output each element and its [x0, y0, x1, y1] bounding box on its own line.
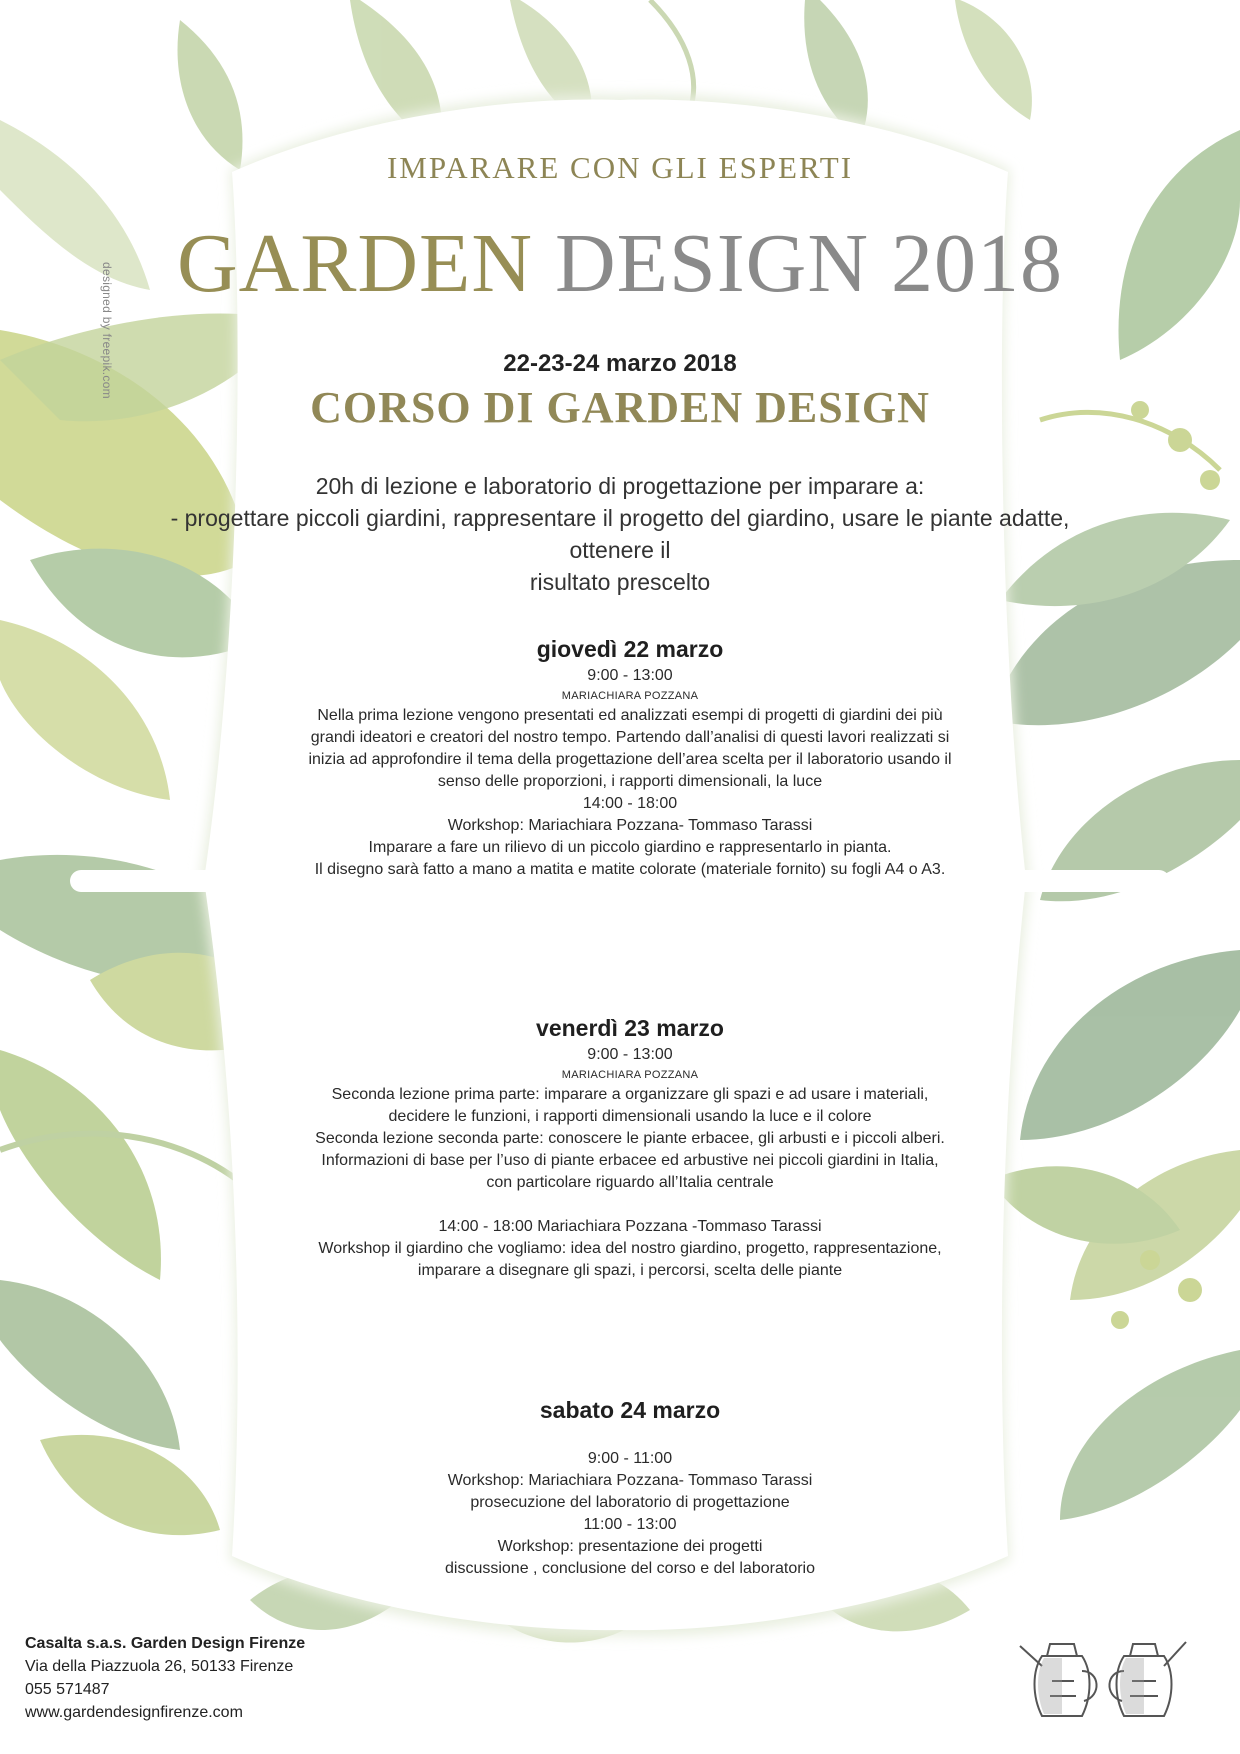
- time-slot: 9:00 - 13:00: [587, 1046, 673, 1063]
- spacer: [280, 1426, 980, 1448]
- description-line: inizia ad approfondire il tema della progettazione dell’area scelta per il laboratorio usando il: [308, 751, 952, 768]
- description-line: Workshop il giardino che vogliamo: idea del nostro giardino, progetto, rappresentazione,: [318, 1240, 942, 1257]
- company-name: Casalta s.a.s. Garden Design Firenze: [25, 1635, 306, 1652]
- description-line: Il disegno sarà fatto a mano a matita e matite colorate (materiale fornito) su fogli A4 o A3.: [314, 861, 946, 878]
- description-line: decidere le funzioni, i rapporti dimensionali usando la luce e il colore: [388, 1108, 872, 1125]
- description-line: Informazioni di base per l’uso di piante erbacee ed arbustive nei piccoli giardini in Italia,: [321, 1152, 939, 1169]
- description-line: Seconda lezione seconda parte: conoscere le piante erbacee, gli arbusti e i piccoli alberi.: [315, 1130, 945, 1147]
- intro-line: 20h di lezione e laboratorio di progettazione per imparare a:: [315, 473, 925, 499]
- contact-block: [25, 1632, 305, 1724]
- website-link[interactable]: www.gardendesignfirenze.com: [25, 1704, 243, 1721]
- description-line: Seconda lezione prima parte: imparare a organizzare gli spazi e ad usare i materiali,: [331, 1086, 929, 1103]
- description-line: con particolare riguardo all’Italia centrale: [486, 1174, 774, 1191]
- time-slot: 14:00 - 18:00: [582, 795, 678, 812]
- intro-line: risultato prescelto: [529, 569, 711, 595]
- description-line: discussione , conclusione del corso e del laboratorio: [445, 1560, 815, 1577]
- description-line: Nella prima lezione vengono presentati ed analizzati esempi di progetti di giardini dei più: [317, 707, 943, 724]
- workshop-line: Workshop: presentazione dei progetti: [497, 1538, 763, 1555]
- designer-credit: designed by freepik.com: [100, 262, 114, 399]
- day-heading: giovedì 22 marzo: [536, 636, 724, 662]
- course-dates: 22-23-24 marzo 2018: [503, 350, 737, 377]
- address: Via della Piazzuola 26, 50133 Firenze: [25, 1658, 294, 1675]
- description-line: senso delle proporzioni, i rapporti dimensionali, la luce: [437, 773, 823, 790]
- time-slot: 9:00 - 13:00: [587, 667, 673, 684]
- page-title: [0, 217, 1240, 310]
- title-part-design-2018: DESIGN 2018: [555, 217, 1063, 310]
- day-heading: venerdì 23 marzo: [536, 1015, 724, 1041]
- intro-paragraph: [130, 470, 1110, 598]
- workshop-line: Workshop: Mariachiara Pozzana- Tommaso Tarassi: [447, 1472, 813, 1489]
- course-title: CORSO DI GARDEN DESIGN: [310, 383, 930, 432]
- schedule-day-3: [280, 1394, 980, 1580]
- day-heading: sabato 24 marzo: [539, 1397, 721, 1423]
- description-line: prosecuzione del laboratorio di progettazione: [470, 1494, 790, 1511]
- time-slot: 9:00 - 11:00: [587, 1450, 673, 1467]
- description-line: imparare a disegnare gli spazi, i percorsi, scelta delle piante: [417, 1262, 843, 1279]
- description-line: Imparare a fare un rilievo di un piccolo giardino e rappresentarlo in pianta.: [368, 839, 892, 856]
- spacer: [280, 1194, 980, 1216]
- phone: 055 571487: [25, 1681, 110, 1698]
- kicker-text: IMPARARE CON GLI ESPERTI: [386, 150, 854, 185]
- time-slot: 14:00 - 18:00 Mariachiara Pozzana -Tommaso Tarassi: [438, 1218, 822, 1235]
- teacher-name: MARIACHIARA POZZANA: [561, 690, 699, 702]
- watering-jugs-icon: [1012, 1626, 1192, 1736]
- description-line: grandi ideatori e creatori del nostro tempo. Partendo dall’analisi di questi lavori realizzati si: [310, 729, 950, 746]
- time-slot: 11:00 - 13:00: [583, 1516, 677, 1533]
- teacher-name: MARIACHIARA POZZANA: [561, 1069, 699, 1081]
- schedule-day-1: [280, 633, 980, 881]
- title-part-garden: GARDEN: [177, 217, 533, 310]
- schedule-day-2: [280, 1012, 980, 1282]
- workshop-line: Workshop: Mariachiara Pozzana- Tommaso Tarassi: [447, 817, 813, 834]
- intro-line: - progettare piccoli giardini, rappresentare il progetto del giardino, usare le piante adatte, ottenere il: [170, 505, 1070, 563]
